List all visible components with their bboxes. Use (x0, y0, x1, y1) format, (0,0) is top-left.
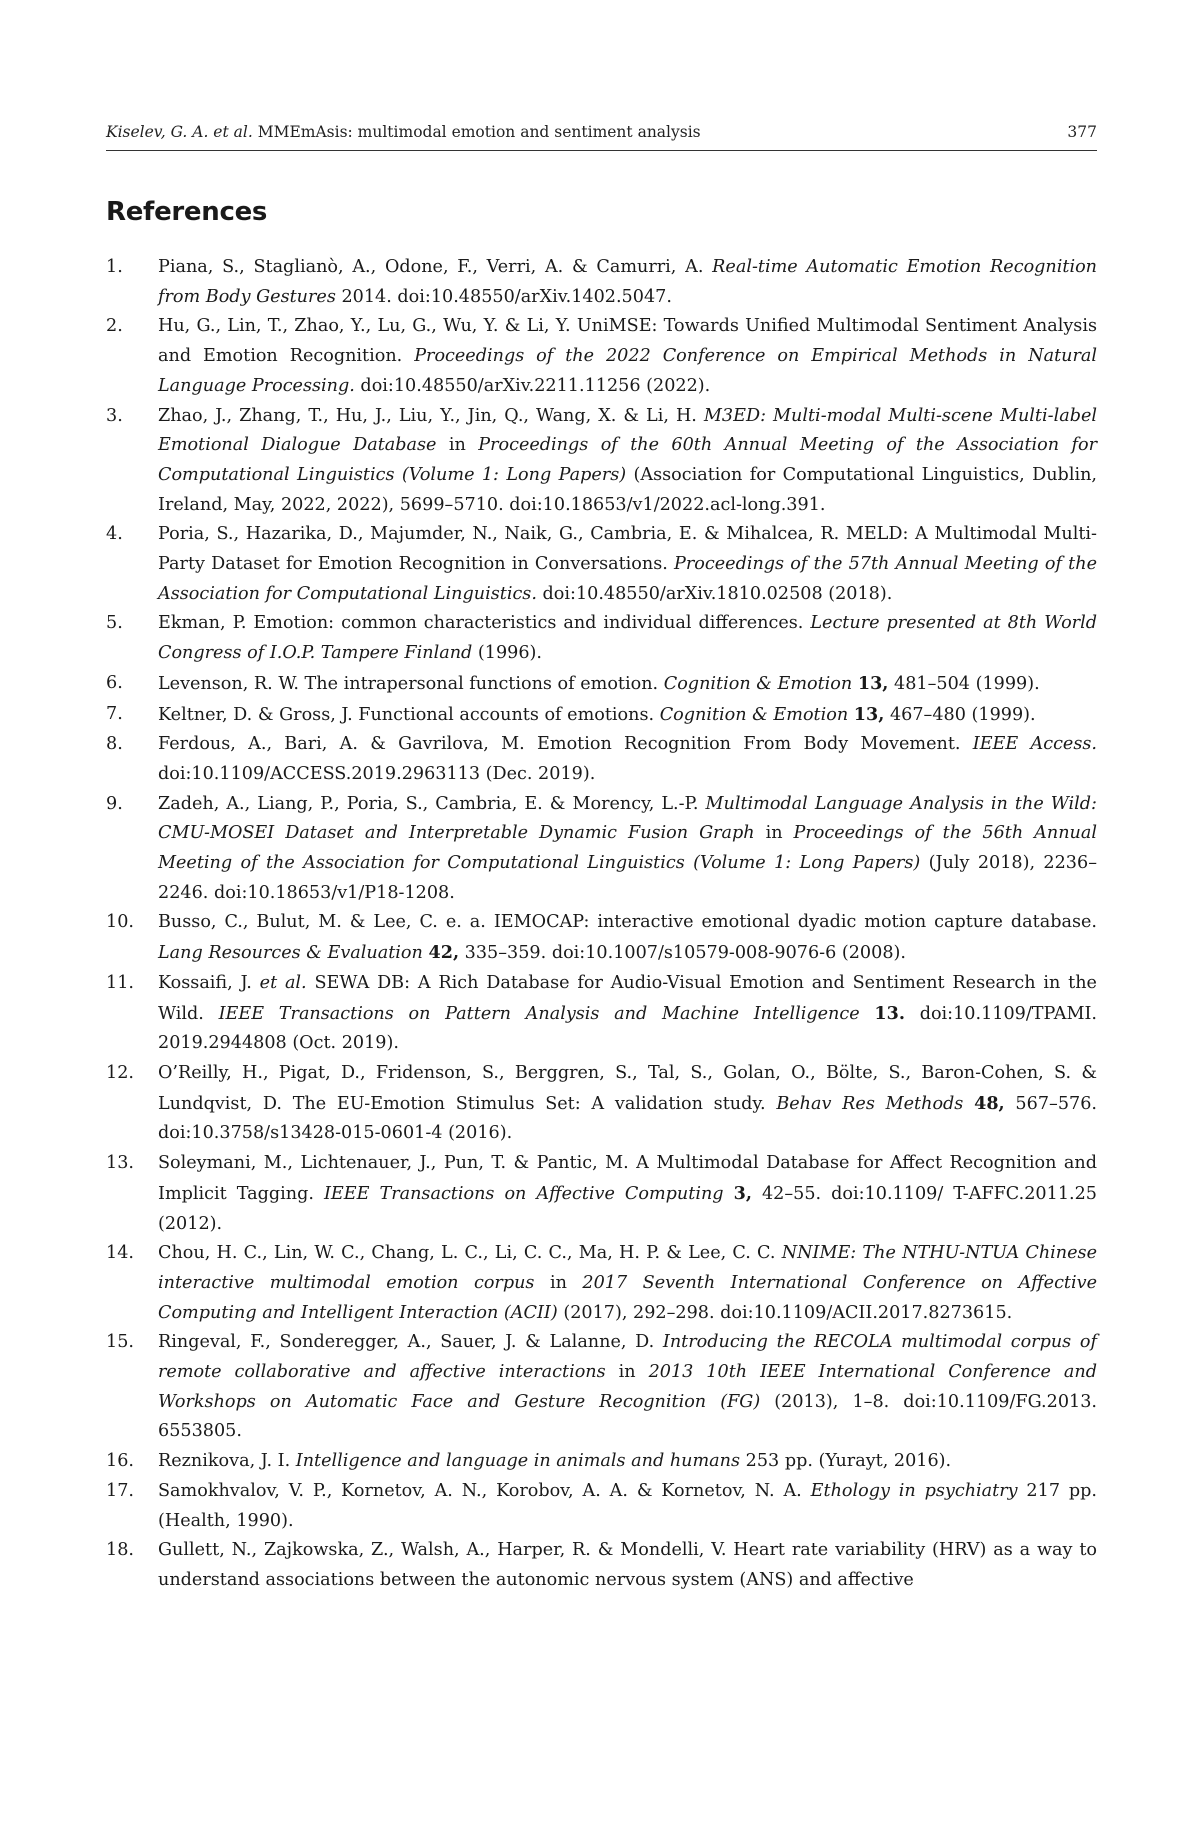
reference-item (106, 1447, 1097, 1477)
reference-text (158, 1149, 1097, 1239)
reference-text (158, 520, 1097, 609)
header-rule (106, 150, 1097, 151)
reference-text (158, 1536, 1097, 1595)
reference-item (106, 908, 1097, 968)
running-head-authors: Kiselev, G. A. et al. (106, 123, 253, 141)
reference-volume: 3, (733, 1182, 752, 1204)
reference-italic-text: IEEE Transactions on Affective Computing (323, 1183, 724, 1204)
reference-text-run: (1996). (472, 643, 543, 664)
reference-italic-text: Behav Res Methods (776, 1093, 964, 1114)
reference-italic-text: NNIME: The NTHU-NTUA Chinese interactive multimodal emotion corpus (158, 1243, 1097, 1293)
section-title: References (106, 197, 268, 227)
reference-italic-text: Multimodal Language Analysis in the Wild: CMU-MOSEI Dataset and Interpretable Dynamic Fusion Graph (158, 793, 1097, 844)
reference-italic-text: 2013 10th IEEE International Conference and Workshops on Automatic Face and Gesture Recognition (FG) (158, 1362, 1097, 1412)
reference-item (106, 609, 1097, 668)
reference-italic-text: Cognition & Emotion (663, 673, 853, 694)
reference-item (106, 790, 1097, 909)
reference-italic-text: Introducing the RECOLA multimodal corpus of remote collaborative and affective interactions (158, 1332, 1097, 1383)
reference-text-run: (Association for Computational Linguistics, Dublin, Ireland, May, 2022, 2022), 5699–5710. doi:10.18653/v1/2022.acl-long.391. (158, 464, 1097, 515)
reference-number: 18. (106, 1540, 134, 1561)
reference-text (158, 402, 1097, 521)
reference-italic-text: Lecture presented at 8th World Congress of I.O.P. Tampere Finland (158, 613, 1097, 664)
reference-text-run: Ringeval, F., Sonderegger, A., Sauer, J. & Lalanne, D. (158, 1332, 663, 1353)
running-head-citation (106, 123, 701, 141)
reference-number: 17. (106, 1480, 134, 1501)
reference-italic-text: M3ED: Multi-modal Multi-scene Multi-label Emotional Dialogue Database (158, 405, 1097, 456)
reference-text-run: 481–504 (1999). (888, 673, 1040, 694)
reference-volume: 48, (974, 1092, 1005, 1114)
reference-italic-text: Lang Resources & Evaluation (158, 943, 423, 964)
reference-text-run: Keltner, D. & Gross, J. Functional accounts of emotions. (158, 704, 660, 725)
reference-text (158, 312, 1097, 401)
reference-item (106, 312, 1097, 401)
reference-text-run: Kossaifi, J. (158, 972, 260, 993)
reference-text-run: 567–576. doi:10.3758/s13428-015-0601-4 (2016). (158, 1093, 1097, 1144)
reference-text-run: Reznikova, J. I. (158, 1451, 296, 1472)
reference-text (158, 790, 1097, 909)
reference-number: 8. (106, 734, 123, 755)
reference-text-run: 217 pp. (Health, 1990). (158, 1480, 1097, 1531)
reference-text-run: 42–55. doi:10.1109/ T-AFFC.2011.25 (2012). (158, 1183, 1097, 1234)
reference-volume: 13, (857, 672, 889, 694)
reference-text-run: SEWA DB: A Rich Database for Audio-Visual Emotion and Sentiment Research in the Wild. (158, 972, 1097, 1024)
reference-number: 13. (106, 1153, 134, 1174)
reference-text (158, 1447, 1097, 1477)
reference-number: 5. (106, 613, 123, 634)
reference-item (106, 730, 1097, 789)
reference-text-run (860, 1004, 875, 1024)
reference-item (106, 1059, 1097, 1149)
reference-text-run: Gullett, N., Zajkowska, Z., Walsh, A., Harper, R. & Mondelli, V. Heart rate variability (HRV) as a way to understand associations between the autonomic nervous system (ANS) and affective (158, 1540, 1097, 1590)
reference-number: 10. (106, 912, 134, 933)
reference-text-run: in (754, 823, 794, 844)
reference-text (158, 730, 1097, 789)
reference-text (158, 253, 1097, 312)
reference-italic-text: Real-time Automatic Emotion Recognition from Body Gestures (158, 257, 1097, 307)
reference-text (158, 1059, 1097, 1149)
reference-text (158, 969, 1097, 1059)
reference-text-run: Levenson, R. W. The intrapersonal functions of emotion. (158, 673, 664, 694)
reference-item (106, 669, 1097, 700)
reference-number: 1. (106, 257, 123, 277)
reference-item (106, 520, 1097, 609)
reference-text-run: Poria, S., Hazarika, D., Majumder, N., Naik, G., Cambria, E. & Mihalcea, R. MELD: A Multimodal Multi-Party Dataset for Emotion Recognition in Conversations. (158, 524, 1097, 575)
reference-text-run: Hu, G., Lin, T., Zhao, Y., Lu, G., Wu, Y. & Li, Y. UniMSE: Towards Unified Multimodal Sentiment Analysis and Emotion Recognition. (158, 316, 1097, 367)
reference-text-run: doi:10.1109/ACCESS.2019.2963113 (Dec. 2019). (158, 763, 596, 784)
reference-text-run: Soleymani, M., Lichtenauer, J., Pun, T. & Pantic, M. A Multimodal Database for Affect Recognition and Implicit Tagging. (158, 1153, 1097, 1204)
reference-italic-text: et al. (259, 972, 307, 993)
reference-number: 7. (106, 703, 123, 724)
reference-text-run: O’Reilly, H., Pigat, D., Fridenson, S., Berggren, S., Tal, S., Golan, O., Bölte, S., Baron-Cohen, S. & Lundqvist, D. The EU-Emotion Stimulus Set: A validation study. (158, 1062, 1097, 1114)
reference-item (106, 969, 1097, 1059)
reference-text (158, 1328, 1097, 1447)
reference-italic-text: 2017 Seventh International Conference on Affective Computing and Intelligent Interaction (ACII) (158, 1272, 1097, 1323)
reference-item (106, 402, 1097, 521)
reference-number: 15. (106, 1332, 134, 1353)
reference-text-run: Zhao, J., Zhang, T., Hu, J., Liu, Y., Jin, Q., Wang, X. & Li, H. (158, 405, 704, 426)
reference-text-run: (2013), 1–8. doi:10.1109/FG.2013. 6553805. (158, 1391, 1097, 1442)
reference-text-run: in (534, 1272, 583, 1293)
reference-volume: 13, (853, 703, 885, 725)
reference-text-run: 335–359. doi:10.1007/s10579-008-9076-6 (2008). (459, 943, 906, 964)
reference-text-run: 253 pp. (Yurayt, 2016). (740, 1451, 952, 1472)
reference-text-run: (July 2018), 2236–2246. doi:10.18653/v1/P18-1208. (158, 853, 1097, 903)
reference-item (106, 1328, 1097, 1447)
reference-item (106, 1477, 1097, 1536)
reference-text (158, 609, 1097, 668)
reference-text-run: Piana, S., Staglianò, A., Odone, F., Verri, A. & Camurri, A. (158, 257, 713, 277)
reference-list (106, 253, 1097, 1596)
reference-text-run: Chou, H. C., Lin, W. C., Chang, L. C., Li, C. C., Ma, H. P. & Lee, C. C. (158, 1243, 782, 1264)
reference-italic-text: Proceedings of the 60th Annual Meeting of the Association for Computational Linguistics (Volume 1: Long Papers) (158, 435, 1097, 485)
reference-text-run: in (605, 1362, 649, 1383)
reference-text-run: Samokhvalov, V. P., Kornetov, A. N., Korobov, A. A. & Kornetov, N. A. (158, 1480, 811, 1501)
reference-text-run: Busso, C., Bulut, M. & Lee, C. e. a. IEMOCAP: interactive emotional dyadic motion capture database. (158, 912, 1097, 933)
reference-text-run: doi:10.48550/arXiv.1810.02508 (2018). (536, 583, 893, 604)
reference-text-run: doi:10.1109/TPAMI. 2019.2944808 (Oct. 2019). (158, 1003, 1098, 1054)
reference-number: 3. (106, 405, 123, 426)
reference-italic-text: Intelligence and language in animals and humans (295, 1451, 741, 1472)
reference-number: 12. (106, 1062, 134, 1083)
reference-number: 14. (106, 1243, 134, 1264)
reference-text-run: in (436, 435, 479, 456)
reference-italic-text: Proceedings of the 56th Annual Meeting of the Association for Computational Linguistics (Volume 1: Long Papers) (158, 823, 1097, 874)
reference-text (158, 1239, 1097, 1328)
reference-text (158, 669, 1097, 700)
reference-volume: 13. (874, 1002, 905, 1024)
reference-text-run: doi:10.48550/arXiv.2211.11256 (2022). (354, 375, 711, 396)
running-head-title: MMEmAsis: multimodal emotion and sentiment analysis (257, 123, 701, 141)
reference-item (106, 253, 1097, 312)
reference-number: 4. (106, 524, 123, 545)
reference-text-run (724, 1184, 734, 1204)
reference-item (106, 1239, 1097, 1328)
reference-text (158, 700, 1097, 731)
reference-item (106, 1536, 1097, 1595)
reference-italic-text: IEEE Transactions on Pattern Analysis and Machine Intelligence (218, 1003, 860, 1024)
reference-number: 6. (106, 672, 123, 693)
reference-text-run: 467–480 (1999). (884, 704, 1036, 725)
reference-italic-text: IEEE Access. (972, 734, 1097, 755)
reference-text-run: Ekman, P. Emotion: common characteristics and individual differences. (158, 613, 811, 634)
reference-number: 9. (106, 793, 123, 814)
reference-text-run: (2017), 292–298. doi:10.1109/ACII.2017.8273615. (557, 1302, 1013, 1323)
reference-text (158, 908, 1097, 968)
reference-italic-text: Ethology in psychiatry (810, 1480, 1018, 1501)
reference-text-run (963, 1094, 974, 1114)
reference-text (158, 1477, 1097, 1536)
reference-volume: 42, (428, 942, 460, 964)
page-number: 377 (1067, 123, 1097, 141)
reference-number: 2. (106, 316, 123, 337)
reference-text-run: Zadeh, A., Liang, P., Poria, S., Cambria, E. & Morency, L.-P. (158, 793, 706, 814)
reference-italic-text: Proceedings of the 57th Annual Meeting of the Association for Computational Linguistics. (158, 554, 1097, 604)
running-head (106, 123, 1097, 141)
reference-item (106, 700, 1097, 731)
reference-text-run: Ferdous, A., Bari, A. & Gavrilova, M. Emotion Recognition From Body Movement. (158, 734, 973, 755)
reference-item (106, 1149, 1097, 1239)
reference-italic-text: Proceedings of the 2022 Conference on Empirical Methods in Natural Language Processing. (158, 346, 1097, 396)
reference-text-run: 2014. doi:10.48550/arXiv.1402.5047. (335, 286, 672, 307)
reference-number: 11. (106, 972, 134, 993)
reference-number: 16. (106, 1451, 134, 1472)
reference-italic-text: Cognition & Emotion (659, 704, 849, 725)
